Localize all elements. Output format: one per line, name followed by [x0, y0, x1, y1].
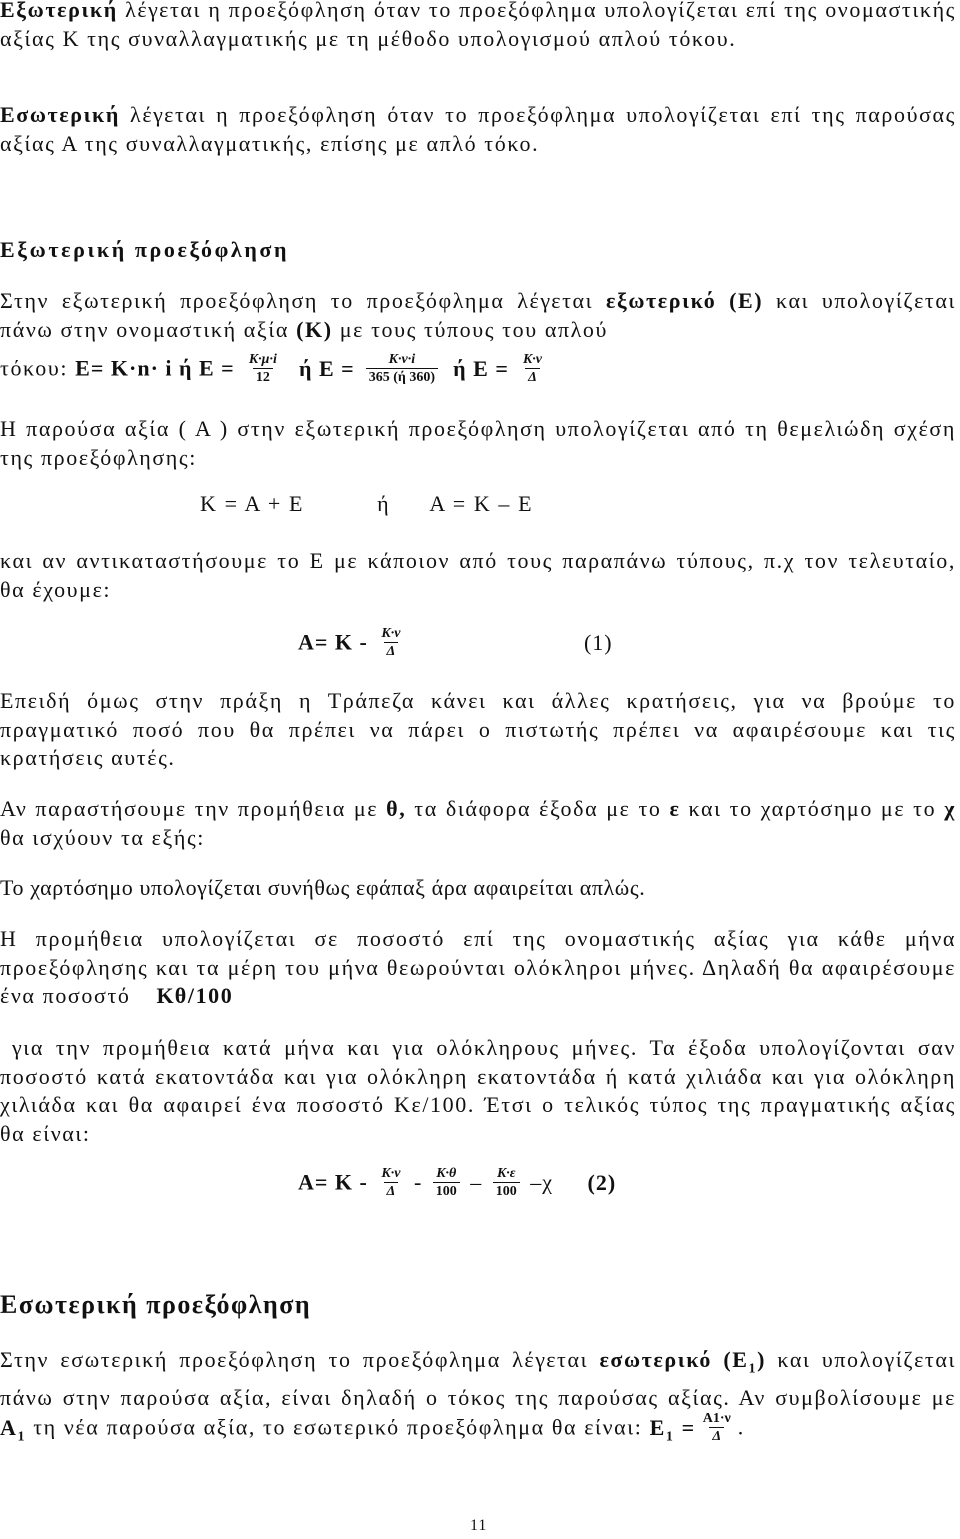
relation-or: ή [377, 491, 391, 516]
formula-2 [298, 1167, 616, 1202]
paragraph-symbols: Αν παραστήσουμε την προμήθεια με θ, τα διάφορα έξοδα με το ε και το χαρτόσημο με το χ θα ισχύουν τα εξής: [0, 796, 956, 850]
paragraph-internal-intro: Στην εσωτερική προεξόφληση το προεξόφλημα λέγεται εσωτερικό $(E_1)$ και υπολογίζεται πάνω στην παρούσα αξία, είναι δηλαδή ο τόκος της παρούσας αξίας. Αν συμβολίσουμε με $A_1$ τη νέα παρούσα αξία, το εσωτερικό προεξόφλημα θα είναι: $E_1$ = $\frac{A1\cdot\nu}{\Delta}$ . [0, 1347, 956, 1445]
fraction-k-mu-i: $\frac{K\cdot\mu\cdot i}{12}$ [248, 352, 277, 385]
page-number: 11 [470, 1517, 488, 1534]
bold-term: εσωτερικό $(E_1)$ [599, 1347, 767, 1377]
formula-lhs: Α= Κ - [298, 1169, 368, 1195]
relation-left: Κ = Α + Ε [200, 491, 305, 516]
formula-prefix: τόκου: [0, 355, 69, 381]
formula-e1-internal: $E_1$ = [649, 1414, 696, 1445]
paragraph-substitution: και αν αντικαταστήσουμε το Ε με κάποιον από τους παραπάνω τύπους, π.χ τον τελευταίο, θα έχουμε: [0, 548, 956, 602]
fraction-a1-nu-delta: $\frac{A1\cdot\nu}{\Delta}$ [702, 1411, 731, 1445]
minus-sign: - [413, 1169, 423, 1195]
formula-tag: (1) [583, 629, 613, 655]
term-internal: Εσωτερική [0, 102, 120, 127]
formula-or3: ή Ε = [453, 355, 509, 381]
fraction-k-theta-100: $\frac{K\cdot\theta}{100}$ [433, 1165, 460, 1200]
fraction-k-nu-i: $\frac{K\cdot\nu\cdot i}{365 (ή 360)}$ [366, 351, 438, 386]
paragraph-text: λέγεται η προεξόφληση όταν το προεξόφλημα υπολογίζεται επί της παρούσας αξίας Α της συναλλαγματικής, επίσης με απλό τόκο. [0, 102, 956, 156]
paragraph-stamp-duty: Το χαρτόσημο υπολογίζεται συνήθως εφάπαξ άρα αφαιρείται απλώς. [0, 875, 646, 900]
symbol-theta: θ, [386, 796, 407, 821]
commission-formula: Κθ/100 [156, 983, 234, 1008]
paragraph-text: λέγεται η προεξόφληση όταν το προεξόφλημα υπολογίζεται επί της ονομαστικής αξίας Κ της συναλλαγματικής με τη μέθοδο υπολογισμού απλού τόκου. [0, 0, 956, 51]
fraction-k-nu-delta: $\frac{K\cdot\nu}{\Delta}$ [381, 1166, 401, 1199]
paragraph-present-value: Η παρούσα αξία ( Α ) στην εξωτερική προεξόφληση υπολογίζεται από τη θεμελιώδη σχέση της προεξόφλησης: [0, 416, 956, 470]
relation-k-a-e [200, 491, 533, 517]
fraction-k-nu-delta: $\frac{K\cdot\nu}{\Delta}$ [381, 626, 401, 659]
formula-lhs: Α= Κ - [298, 629, 368, 655]
paragraph-text: με τους τύπους του απλού [332, 316, 609, 342]
paragraph-external-definition [0, 0, 956, 53]
paragraph-text: και υπολογίζεται πάνω στην ονομαστική αξία [0, 288, 957, 342]
term-external: Εξωτερική [0, 0, 118, 22]
fraction-k-nu-delta: $\frac{K\cdot\nu}{\Delta}$ [522, 352, 543, 385]
symbol-epsilon: ε [669, 796, 681, 821]
bold-term: εξωτερικό (Ε) [605, 288, 764, 313]
paragraph-expenses: για την προμήθεια κατά μήνα και για ολόκληρους μήνες. Τα έξοδα υπολογίζονται σαν ποσοστό κατά εκατοντάδα και για ολόκληρη εκατοντάδα ή κατά χιλιάδα και για ολόκληρη χιλιάδα και θα αφαιρεί ένα ποσοστό Κε/100. Έτσι ο τελικός τύπος της πραγματικής αξίας θα είναι: [0, 1035, 956, 1146]
paragraph-other-charges: Επειδή όμως στην πράξη η Τράπεζα κάνει και άλλες κρατήσεις, για να βρούμε το πραγματικό ποσό που θα πρέπει να πάρει ο πιστωτής πρέπει να αφαιρέσουμε και τις κρατήσεις αυτές. [0, 688, 956, 770]
relation-right: Α = Κ – Ε [429, 491, 534, 516]
paragraph-text: Στην εξωτερική προεξόφληση το προεξόφλημα λέγεται [0, 288, 606, 313]
paragraph-external-intro [0, 287, 956, 344]
formula-1 [298, 627, 613, 662]
formula-e1: Ε= Κ·n· i ή Ε = [75, 355, 235, 381]
chi-term: –χ [530, 1169, 554, 1195]
heading-internal-discount: Εσωτερική προεξόφληση [0, 1290, 312, 1319]
fraction-k-eps-100: $\frac{K\cdot\varepsilon}{100}$ [493, 1165, 520, 1200]
heading-external-discount: Εξωτερική προεξόφληση [0, 237, 290, 262]
formula-tag: (2) [587, 1169, 617, 1195]
minus-sign: – [470, 1169, 483, 1195]
paragraph-commission: Η προμήθεια υπολογίζεται σε ποσοστό επί της ονομαστικής αξίας για κάθε μήνα προεξόφλησης και τα μέρη του μήνα θεωρούνται ολόκληροι μήνες. Δηλαδή θα αφαιρέσουμε ένα ποσοστό Κθ/100 [0, 926, 956, 1008]
formula-line-external [0, 353, 549, 388]
symbol-a1: $A_1$ [0, 1414, 27, 1445]
symbol-chi: χ [944, 796, 956, 821]
formula-or2: ή Ε = [298, 355, 355, 381]
paragraph-internal-definition [0, 101, 956, 158]
bold-term: (Κ) [296, 316, 333, 342]
